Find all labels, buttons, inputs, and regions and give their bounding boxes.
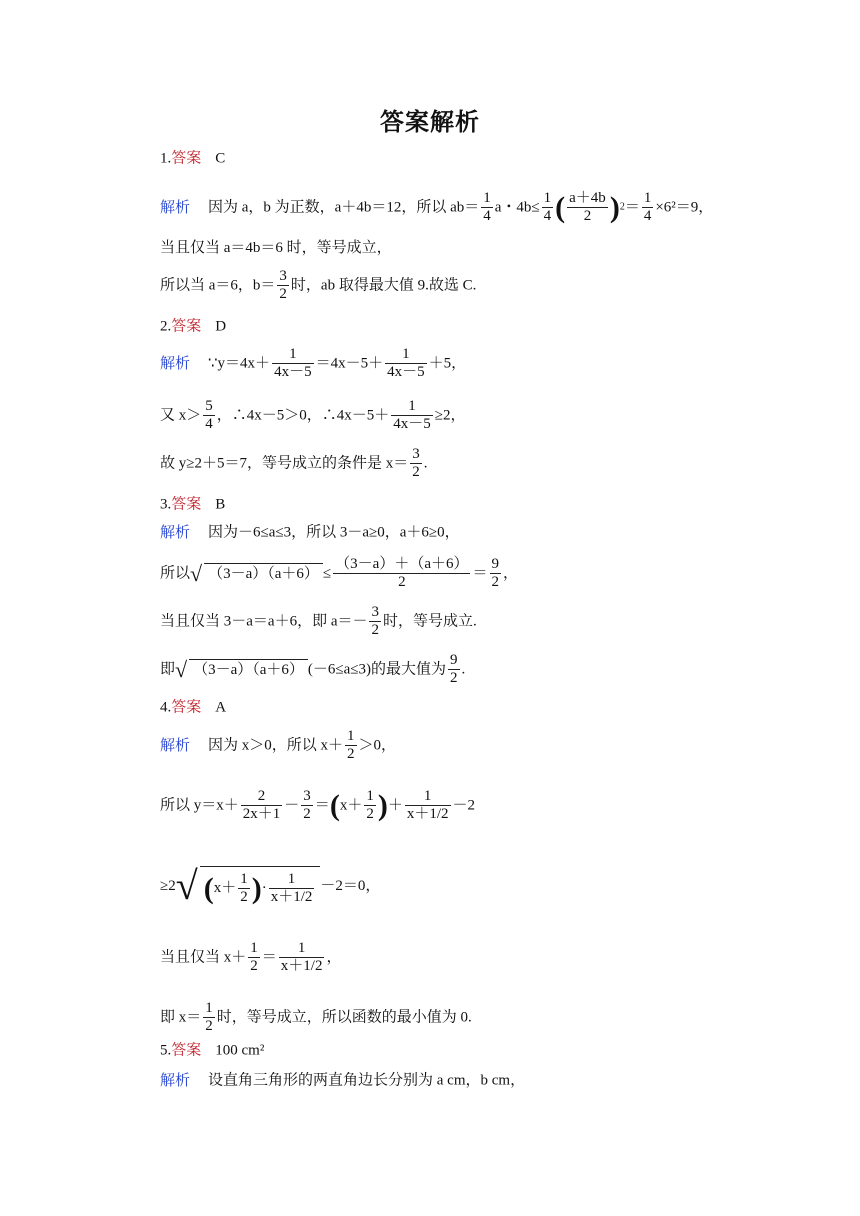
question-number: 4.: [160, 699, 172, 716]
fraction: $\frac{1}{x+1/2}$: [270, 871, 313, 905]
fraction: $\frac{3}{2}$: [412, 446, 420, 480]
text: 因为 a，b 为正数，a＋4b＝12，所以 ab＝: [208, 199, 480, 216]
fraction: $\frac{3}{2}$: [279, 268, 287, 302]
q4-analysis-line-2: 所以 y＝x＋ $\frac{2}{2x+1}$ － $\frac{3}{2}$ ＝(x＋ $\frac{1}{2}$ )＋ $\frac{1}{x+1/2}$ －2: [160, 788, 476, 822]
q4-analysis-line-4: 当且仅当 x＋ $\frac{1}{2}$ ＝ $\frac{1}{x+1/2}$ ，: [160, 940, 342, 974]
radicand: （3－a）（a＋6）: [204, 563, 323, 584]
fraction: $\frac{a+4b}{2}$: [569, 190, 606, 224]
answer-label: 答案: [171, 699, 202, 716]
answer-label: 答案: [171, 1042, 202, 1059]
q4-analysis-line-3: ≥2√ (x＋ $\frac{1}{2}$ )· $\frac{1}{x+1/2}$ －2＝0，: [160, 863, 381, 908]
analysis-label: 解析: [160, 524, 191, 541]
q5-analysis-line-1: 解析 设直角三角形的两直角边长分别为 a cm，b cm，: [160, 1072, 526, 1089]
answer-label: 答案: [171, 150, 202, 167]
fraction: $\frac{1}{4x-5}$: [393, 398, 431, 432]
q3-analysis-line-4: 即√ （3－a）（a＋6） (－6≤a≤3)的最大值为 $\frac{9}{2}$ .: [160, 652, 466, 686]
question-number: 5.: [160, 1042, 172, 1059]
q3-answer-line: [160, 494, 225, 515]
answer-label: 答案: [171, 318, 202, 335]
superscript: 2: [619, 201, 625, 213]
question-number: 3.: [160, 496, 172, 513]
fraction: $\frac{1}{4x-5}$: [387, 346, 425, 380]
q1-answer-line: [160, 148, 225, 169]
fraction: $\frac{1}{2}$: [366, 788, 374, 822]
fraction: $\frac{2}{2x+1}$: [242, 788, 281, 822]
fraction: $\frac{1}{2}$: [240, 871, 248, 905]
q1-analysis-line-3: 所以当 a＝6，b＝ $\frac{3}{2}$ 时，ab 取得最大值 9.故选 C.: [160, 268, 477, 302]
answer-value: A: [215, 699, 227, 716]
analysis-label: 解析: [160, 199, 191, 216]
answer-label: 答案: [171, 496, 202, 513]
q3-analysis-line-2: 所以√ （3－a）（a＋6） ≤ $\frac{(3-a)+(a+6)}{2}$ ＝ $\frac{9}{2}$ ，: [160, 556, 519, 590]
fraction: $\frac{1}{2}$: [205, 1000, 213, 1034]
fraction: $\frac{3}{2}$: [303, 788, 311, 822]
fraction: $\frac{1}{4}$: [643, 190, 652, 224]
analysis-label: 解析: [160, 355, 191, 372]
q1-analysis-line-1: 解析 因为 a，b 为正数，a＋4b＝12，所以 ab＝ $\frac{1}{4}$ a・4b≤ $\frac{1}{4}$ ( $\frac{a+4b}{2}$ )2＝ $\frac{1}{4}$ ×6²＝9，: [160, 190, 714, 224]
fraction: $\frac{1}{x+1/2}$: [406, 788, 449, 822]
q1-analysis-line-2: 当且仅当 a＝4b＝6 时，等号成立，: [160, 240, 392, 256]
fraction: $\frac{1}{4}$: [483, 190, 491, 224]
q2-answer-line: [160, 316, 226, 337]
fraction: $\frac{9}{2}$: [450, 652, 458, 686]
page-title: 答案解析: [380, 110, 480, 136]
q4-analysis-line-5: 即 x＝ $\frac{1}{2}$ 时，等号成立，所以函数的最小值为 0.: [160, 1000, 472, 1034]
answer-value: D: [215, 318, 227, 335]
question-number: 1.: [160, 150, 172, 167]
radicand: (x＋ $\frac{1}{2}$ )· $\frac{1}{x+1/2}$: [200, 866, 321, 906]
fraction: $\frac{1}{4x-5}$: [274, 346, 312, 380]
text: a・4b≤: [494, 199, 540, 216]
analysis-label: 解析: [160, 737, 191, 754]
analysis-label: 解析: [160, 1072, 191, 1089]
answer-value: 100 cm²: [215, 1042, 265, 1059]
q3-analysis-line-1: 解析 因为－6≤a≤3，所以 3－a≥0，a＋6≥0，: [160, 524, 460, 541]
fraction: $\frac{1}{2}$: [250, 940, 258, 974]
question-number: 2.: [160, 318, 172, 335]
radicand: （3－a）（a＋6）: [189, 659, 308, 680]
q2-analysis-line-3: 故 y≥2＋5＝7，等号成立的条件是 x＝ $\frac{3}{2}$ .: [160, 446, 428, 480]
q4-analysis-line-1: 解析 因为 x＞0，所以 x＋ $\frac{1}{2}$ ＞0，: [160, 728, 397, 762]
q3-analysis-line-3: 当且仅当 3－a＝a＋6，即 a＝－ $\frac{3}{2}$ 时，等号成立.: [160, 604, 477, 638]
fraction: $\frac{1}{2}$: [347, 728, 355, 762]
q2-analysis-line-1: 解析 ∵y＝4x＋ $\frac{1}{4x-5}$ ＝4x－5＋ $\frac{1}{4x-5}$ ＋5，: [160, 346, 467, 380]
q5-answer-line: [160, 1040, 264, 1061]
q2-analysis-line-2: 又 x＞ $\frac{5}{4}$ ，∴4x－5＞0，∴4x－5＋ $\frac{1}{4x-5}$ ≥2，: [160, 398, 466, 432]
fraction: $\frac{1}{4}$: [543, 190, 552, 224]
fraction: $\frac{1}{x+1/2}$: [280, 940, 323, 974]
fraction: $\frac{5}{4}$: [205, 398, 213, 432]
q4-answer-line: [160, 697, 226, 718]
answer-value: C: [215, 150, 226, 167]
fraction: $\frac{9}{2}$: [491, 556, 499, 590]
answer-value: B: [215, 496, 226, 513]
fraction: $\frac{(3-a)+(a+6)}{2}$: [335, 556, 469, 590]
fraction: $\frac{3}{2}$: [371, 604, 379, 638]
